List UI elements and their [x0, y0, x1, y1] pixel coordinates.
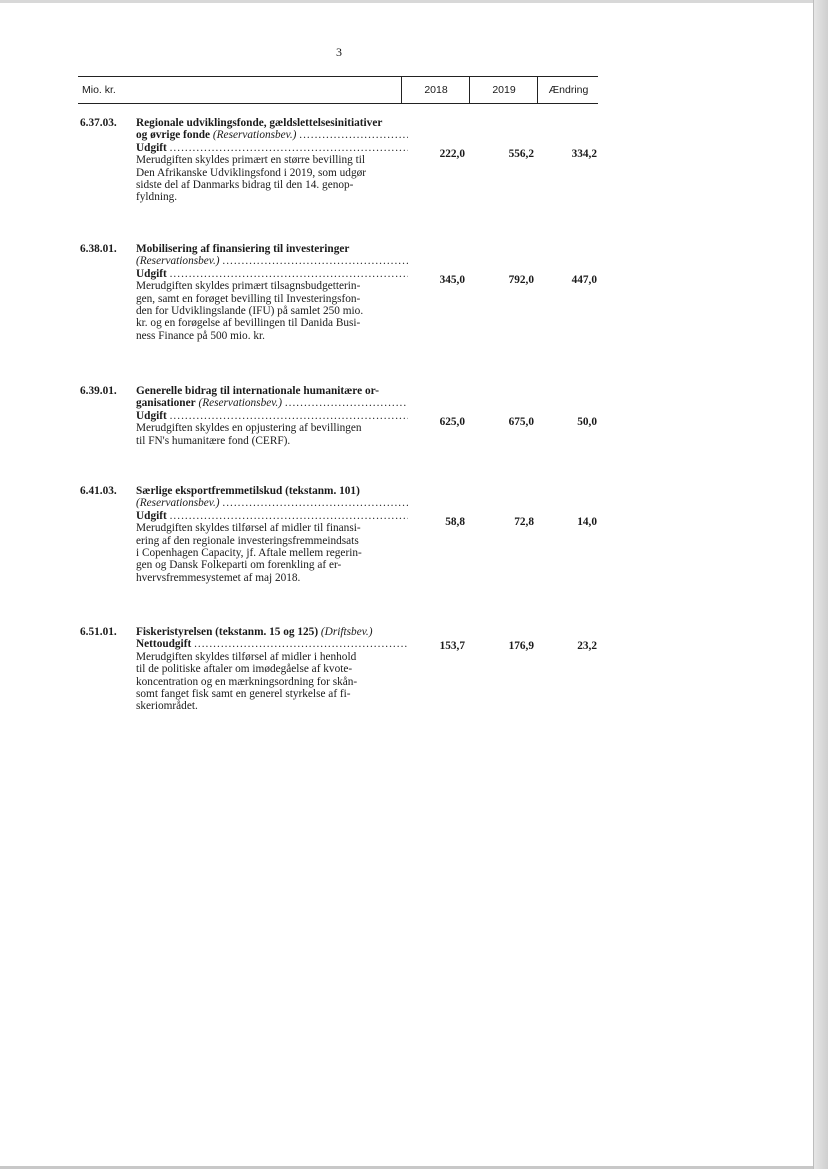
column-2018: 2018 — [401, 77, 470, 103]
entry-title: og øvrige fonde — [136, 129, 211, 142]
entry-body — [136, 485, 408, 584]
page-edge-right — [813, 0, 828, 1169]
entry-description: Merudgiften skyldes tilførsel af midler til finansi- ering af den regionale investeringsfremmeindsats i Copenhagen Capacity, jf. Aftale mellem regerin- gen og Dansk Folkeparti om forenkling af er- hvervsfremmesystemet af maj 2018. — [136, 522, 362, 584]
value-change: 50,0 — [577, 416, 597, 428]
entry-label: Udgift — [136, 509, 167, 522]
value-change: 23,2 — [577, 640, 597, 652]
value-2019: 72,8 — [514, 516, 534, 528]
value-2019: 556,2 — [508, 148, 534, 160]
entry-description: Merudgiften skyldes tilførsel af midler i henhold til de politiske aftaler om imødegåelse af kvote- koncentration og en mærkningsordning for skån- somt fanget fisk samt en generel styrkelse af fi- skeriområdet. — [136, 650, 358, 713]
value-2019: 792,0 — [508, 274, 534, 286]
value-2018: 345,0 — [439, 274, 465, 286]
entry-number: 6.38.01. — [80, 243, 117, 255]
entry-number: 6.51.01. — [80, 626, 117, 638]
entry-body — [136, 385, 408, 447]
entry-title: Mobilisering af finansiering til investeringer — [136, 243, 350, 255]
value-2018: 222,0 — [439, 148, 465, 160]
entry-reservation: (Reservationsbev.) — [136, 255, 220, 268]
entry-label: Udgift — [136, 141, 167, 154]
entry-label: Udgift — [136, 267, 167, 280]
entry-number: 6.37.03. — [80, 117, 117, 129]
entry-description: Merudgiften skyldes primært tilsagnsbudgetterin- gen, samt en forøget bevilling til Investeringsfon- den for Udviklingslande (IFU) på samlet 250 mio. kr. og en forøgelse af bevillingen til Danida Busi- ness Finance på 500 mio. kr. — [136, 280, 364, 342]
page-edge-top — [0, 0, 814, 3]
entry-title: Særlige eksportfremmetilskud (tekstanm. 101) — [136, 485, 360, 497]
entry-body — [136, 243, 408, 342]
column-2019: 2019 — [469, 77, 538, 103]
entry-number: 6.41.03. — [80, 485, 117, 497]
unit-label: Mio. kr. — [82, 84, 116, 96]
page-number: 3 — [336, 45, 342, 59]
value-2018: 153,7 — [439, 640, 465, 652]
entry-reservation: (Reservationsbev.) — [212, 129, 297, 142]
value-2019: 176,9 — [508, 640, 534, 652]
value-change: 14,0 — [577, 516, 597, 528]
entry-label: Nettoudgift — [136, 638, 192, 651]
entry-reservation: (Reservationsbev.) — [198, 397, 282, 410]
entry-body — [136, 117, 408, 204]
value-change: 334,2 — [571, 148, 597, 160]
entry-body — [136, 626, 408, 713]
column-change: Ændring — [537, 77, 599, 103]
entry-title: ganisationer — [136, 397, 196, 410]
value-2019: 675,0 — [508, 416, 534, 428]
entry-label: Udgift — [136, 409, 167, 422]
value-change: 447,0 — [571, 274, 597, 286]
entry-description: Merudgiften skyldes en opjustering af bevillingen til FN's humanitære fond (CERF). — [136, 422, 362, 447]
entry-title: Regionale udviklingsfonde, gældslettelsesinitiativer — [136, 117, 383, 129]
entry-description: Merudgiften skyldes primært en større bevilling til Den Afrikanske Udviklingsfond i 2019, som udgør sidste del af Danmarks bidrag til den 14. genop- fyldning. — [136, 154, 366, 204]
value-2018: 625,0 — [439, 416, 465, 428]
entry-title: Fiskeristyrelsen (tekstanm. 15 og 125) — [136, 626, 319, 638]
entry-title: Generelle bidrag til internationale humanitære or- — [136, 385, 379, 397]
value-2018: 58,8 — [445, 516, 465, 528]
table-header — [78, 76, 598, 104]
entry-reservation: (Reservationsbev.) — [136, 497, 220, 510]
entry-reservation: (Driftsbev.) — [320, 626, 373, 638]
entry-number: 6.39.01. — [80, 385, 117, 397]
